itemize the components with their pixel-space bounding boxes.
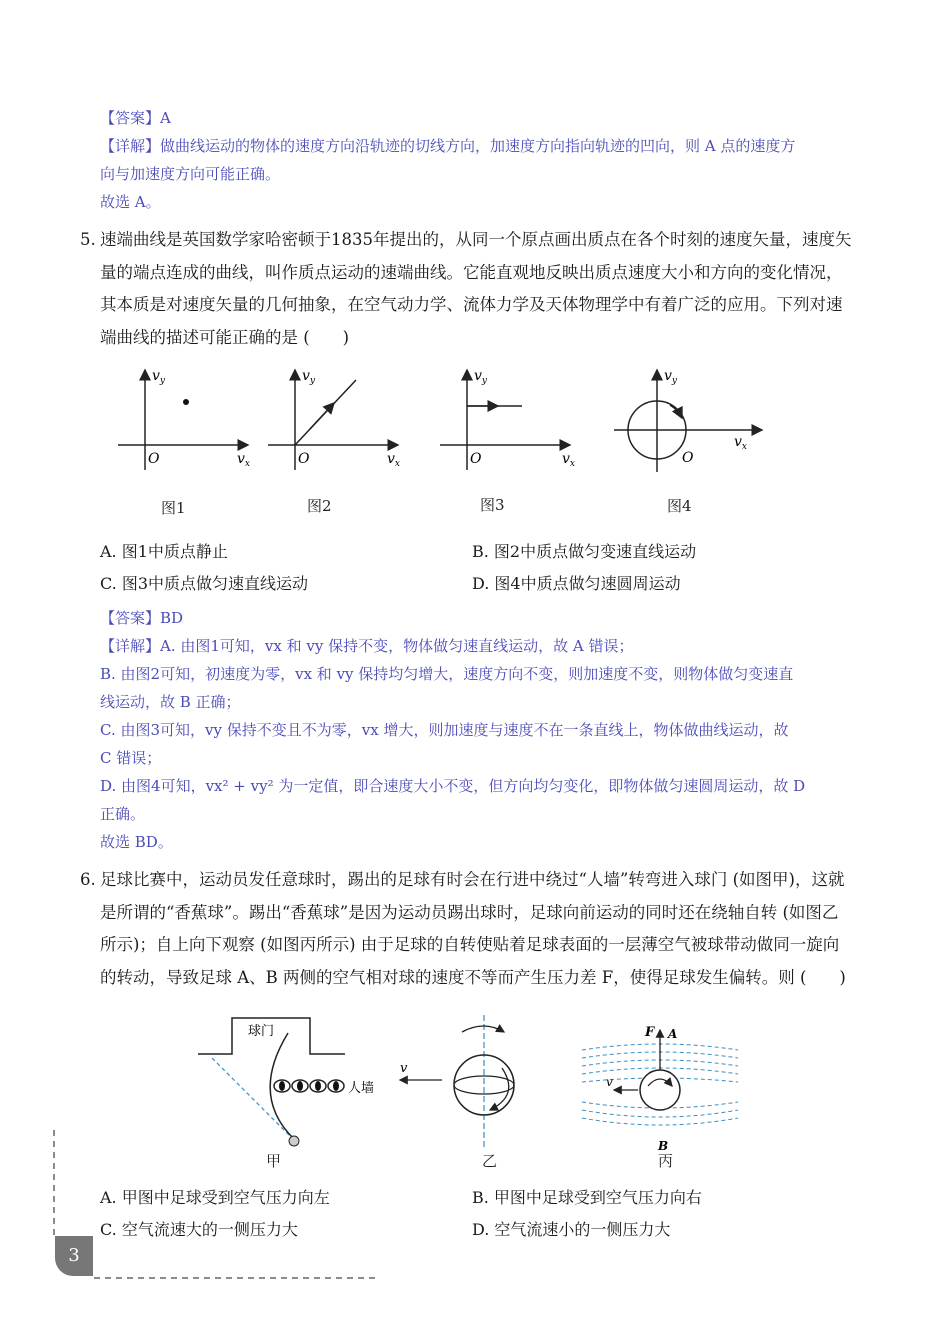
- fig3-vx-label: $v_x$: [562, 451, 575, 469]
- q6-option-c[interactable]: C. 空气流速大的一侧压力大: [100, 1220, 298, 1239]
- q6-stem-line3: 所示)；自上向下观察 (如图丙所示) 由于足球的自转使贴着足球表面的一层薄空气被球带动做同一旋向: [100, 935, 840, 954]
- fig2-vy-label: $v_y$: [302, 368, 316, 386]
- fig2-caption: 图2: [307, 497, 332, 515]
- q4-detail-line1: 【详解】做曲线运动的物体的速度方向沿轨迹的切线方向，加速度方向指向轨迹的凹向，则 A 点的速度方: [100, 137, 796, 155]
- bing-velocity-label: v: [606, 1075, 613, 1089]
- fig4-origin: O: [682, 450, 694, 466]
- fig4-diagram: [614, 368, 762, 472]
- q5-stem-line3: 其本质是对速度矢量的几何抽象，在空气动力学、流体力学及天体物理学中有着广泛的应用。下列对速: [100, 295, 843, 314]
- side-b-label: B: [658, 1139, 669, 1153]
- q5-detail-line2: B. 由图2可知，初速度为零，vx 和 vy 保持均匀增大，速度方向不变，则加速度不变，则物体做匀变速直: [100, 665, 794, 683]
- jia-diagram: [198, 1018, 374, 1146]
- goal-label: 球门: [248, 1024, 275, 1039]
- q5-option-b[interactable]: B. 图2中质点做匀变速直线运动: [472, 542, 697, 561]
- force-label: F: [645, 1025, 655, 1040]
- q6-number: 6.: [80, 870, 96, 889]
- fig3-caption: 图3: [480, 496, 505, 514]
- fig3-vy-label: $v_y$: [474, 368, 488, 386]
- jia-caption: 甲: [266, 1152, 282, 1170]
- side-a-label: A: [668, 1027, 678, 1041]
- page-border-decoration: [50, 1130, 385, 1282]
- fig3-origin: O: [470, 451, 482, 467]
- q4-conclusion: 故选 A。: [100, 193, 161, 211]
- q5-stem-line4: 端曲线的描述可能正确的是 ( ): [100, 327, 350, 347]
- q5-detail-line5: C 错误；: [100, 749, 162, 767]
- q5-stem-line2: 量的端点连成的曲线，叫作质点运动的速端曲线。它能直观地反映出质点速度大小和方向的变化情况，: [100, 262, 843, 282]
- q5-option-a[interactable]: A. 图1中质点静止: [100, 542, 228, 561]
- wall-label: 人墙: [348, 1081, 375, 1096]
- q5-option-d[interactable]: D. 图4中质点做匀速圆周运动: [472, 574, 681, 593]
- bing-ball: [640, 1070, 680, 1110]
- fig4-vx-label: $v_x$: [734, 434, 747, 452]
- q4-answer: 【答案】A: [100, 109, 171, 127]
- q5-conclusion: 故选 BD。: [100, 833, 173, 851]
- q5-stem: [80, 224, 890, 354]
- q5-number: 5.: [80, 230, 96, 249]
- fig2-origin: O: [298, 451, 310, 467]
- page-number: 3: [55, 1236, 93, 1276]
- fig1-diagram: [118, 368, 250, 470]
- human-wall: [274, 1080, 344, 1092]
- q5-detail-line6: D. 由图4可知，vx² + vy² 为一定值，即合速度大小不变，但方向均匀变化，即物体做匀速圆周运动，故 D: [100, 777, 806, 795]
- fig1-vy-label: $v_y$: [152, 368, 166, 386]
- q4-detail-line2: 向与加速度方向可能正确。: [100, 165, 281, 183]
- q5-answer: 【答案】BD: [100, 609, 184, 627]
- yi-diagram: [400, 1015, 514, 1150]
- q6-stem-line2: 是所谓的“香蕉球”。踢出“香蕉球”是因为运动员踢出球时，足球向前运动的同时还在绕轴自转 (如图乙: [100, 902, 839, 922]
- fig4-caption: 图4: [667, 497, 692, 515]
- q6-stem-line1: 足球比赛中，运动员发任意球时，踢出的足球有时会在行进中绕过“人墙”转弯进入球门 (如图甲)，这就: [100, 870, 845, 889]
- q5-detail-line7: 正确。: [100, 805, 146, 823]
- bing-caption: 丙: [658, 1152, 674, 1170]
- q5-detail-line4: C. 由图3可知，vy 保持不变且不为零，vx 增大，则加速度与速度不在一条直线上，物体做曲线运动，故: [100, 721, 789, 739]
- fig3-diagram: [440, 368, 575, 470]
- fig1-vx-label: $v_x$: [237, 451, 250, 469]
- q5-detail-line3: 线运动，故 B 正确；: [100, 693, 241, 711]
- q6-option-b[interactable]: B. 甲图中足球受到空气压力向右: [472, 1188, 702, 1207]
- q5-detail-line1: 【详解】A. 由图1可知，vx 和 vy 保持不变，物体做匀速直线运动，故 A 错误；: [100, 637, 634, 655]
- fig1-point: [183, 399, 189, 405]
- fig2-diagram: [268, 368, 400, 470]
- q6-stem: [80, 864, 890, 994]
- q6-option-a[interactable]: A. 甲图中足球受到空气压力向左: [100, 1188, 330, 1207]
- fig1-caption: 图1: [161, 499, 186, 517]
- q6-option-d[interactable]: D. 空气流速小的一侧压力大: [472, 1220, 671, 1239]
- q5-stem-line1: 速端曲线是英国数学家哈密顿于1835年提出的，从同一个原点画出质点在各个时刻的速度矢量，速度矢: [100, 230, 852, 249]
- fig1-origin: O: [148, 451, 160, 467]
- yi-velocity-label: v: [400, 1061, 408, 1076]
- q5-option-c[interactable]: C. 图3中质点做匀速直线运动: [100, 574, 309, 593]
- q6-stem-line4: 的转动，导致足球 A、B 两侧的空气相对球的速度不等而产生压力差 F，使得足球发生偏转。则 ( ): [100, 967, 846, 987]
- fig4-vy-label: $v_y$: [664, 368, 678, 386]
- fig2-vx-label: $v_x$: [387, 451, 400, 469]
- q5-figures: [100, 360, 780, 480]
- yi-caption: 乙: [482, 1152, 498, 1170]
- dashed-direct-path: [212, 1058, 294, 1140]
